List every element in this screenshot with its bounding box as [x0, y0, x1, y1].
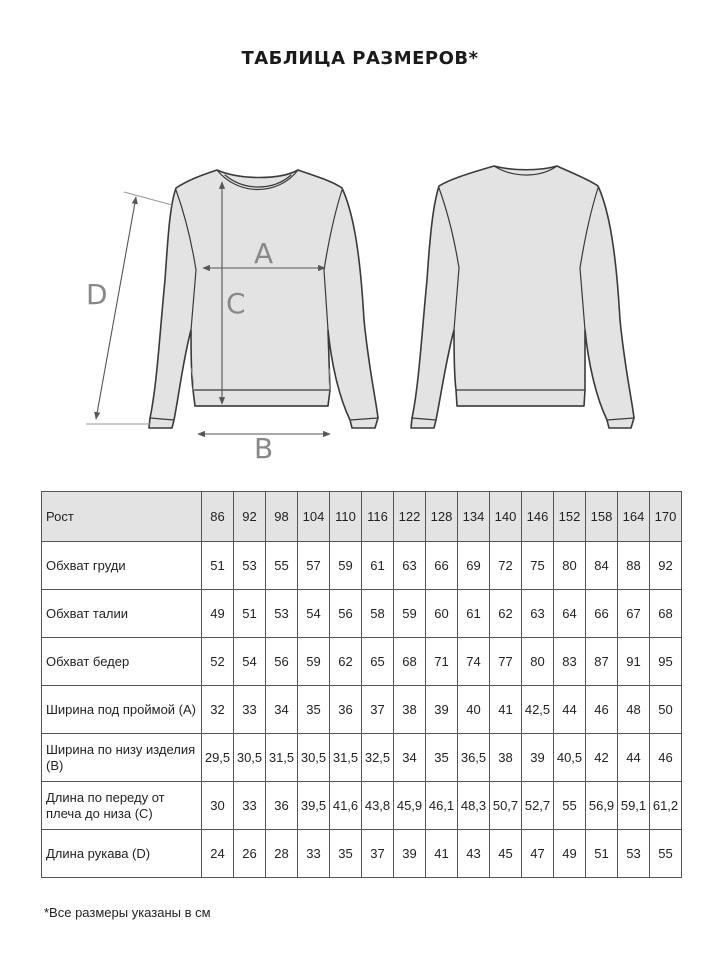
value-cell: 59 — [330, 542, 362, 590]
value-cell: 77 — [490, 638, 522, 686]
value-cell: 53 — [266, 590, 298, 638]
value-cell: 61,2 — [650, 782, 682, 830]
value-cell: 53 — [618, 830, 650, 878]
table-row — [42, 638, 682, 686]
value-cell: 37 — [362, 686, 394, 734]
value-cell: 91 — [618, 638, 650, 686]
value-cell: 38 — [490, 734, 522, 782]
value-cell: 46,1 — [426, 782, 458, 830]
value-cell: 51 — [586, 830, 618, 878]
size-cell: 98 — [266, 492, 298, 542]
size-cell: 122 — [394, 492, 426, 542]
value-cell: 83 — [554, 638, 586, 686]
value-cell: 39 — [426, 686, 458, 734]
value-cell: 49 — [554, 830, 586, 878]
value-cell: 66 — [586, 590, 618, 638]
value-cell: 46 — [586, 686, 618, 734]
value-cell: 40 — [458, 686, 490, 734]
size-table — [41, 491, 682, 878]
value-cell: 80 — [554, 542, 586, 590]
table-row — [42, 686, 682, 734]
value-cell: 56,9 — [586, 782, 618, 830]
size-cell: 116 — [362, 492, 394, 542]
value-cell: 59,1 — [618, 782, 650, 830]
value-cell: 39 — [394, 830, 426, 878]
value-cell: 61 — [362, 542, 394, 590]
value-cell: 57 — [298, 542, 330, 590]
value-cell: 34 — [266, 686, 298, 734]
value-cell: 31,5 — [266, 734, 298, 782]
size-cell: 134 — [458, 492, 490, 542]
row-header-height: Рост — [42, 492, 202, 542]
front-body-shape — [149, 170, 378, 428]
value-cell: 64 — [554, 590, 586, 638]
value-cell: 58 — [362, 590, 394, 638]
value-cell: 49 — [202, 590, 234, 638]
value-cell: 30,5 — [298, 734, 330, 782]
value-cell: 37 — [362, 830, 394, 878]
value-cell: 80 — [522, 638, 554, 686]
value-cell: 33 — [298, 830, 330, 878]
value-cell: 75 — [522, 542, 554, 590]
value-cell: 36,5 — [458, 734, 490, 782]
value-cell: 62 — [490, 590, 522, 638]
size-cell: 86 — [202, 492, 234, 542]
table-header-row — [42, 492, 682, 542]
value-cell: 92 — [650, 542, 682, 590]
value-cell: 68 — [394, 638, 426, 686]
row-label: Ширина по низу изделия (В) — [42, 734, 202, 782]
letter-d: D — [86, 278, 108, 311]
value-cell: 54 — [298, 590, 330, 638]
value-cell: 59 — [394, 590, 426, 638]
value-cell: 84 — [586, 542, 618, 590]
value-cell: 24 — [202, 830, 234, 878]
value-cell: 30 — [202, 782, 234, 830]
letter-a: A — [254, 237, 274, 270]
value-cell: 48 — [618, 686, 650, 734]
size-cell: 140 — [490, 492, 522, 542]
value-cell: 32 — [202, 686, 234, 734]
page-title: ТАБЛИЦА РАЗМЕРОВ* — [241, 48, 479, 69]
measure-guide-d-top — [124, 192, 172, 205]
table-row — [42, 590, 682, 638]
value-cell: 60 — [426, 590, 458, 638]
back-sweatshirt-drawing — [411, 166, 634, 428]
value-cell: 34 — [394, 734, 426, 782]
value-cell: 41,6 — [330, 782, 362, 830]
size-cell: 170 — [650, 492, 682, 542]
value-cell: 30,5 — [234, 734, 266, 782]
value-cell: 42 — [586, 734, 618, 782]
sweatshirt-illustration — [0, 150, 720, 470]
value-cell: 33 — [234, 686, 266, 734]
value-cell: 32,5 — [362, 734, 394, 782]
value-cell: 63 — [522, 590, 554, 638]
size-cell: 158 — [586, 492, 618, 542]
value-cell: 65 — [362, 638, 394, 686]
value-cell: 72 — [490, 542, 522, 590]
value-cell: 39 — [522, 734, 554, 782]
row-label: Обхват груди — [42, 542, 202, 590]
size-cell: 92 — [234, 492, 266, 542]
value-cell: 50,7 — [490, 782, 522, 830]
table-row — [42, 542, 682, 590]
value-cell: 47 — [522, 830, 554, 878]
row-label: Обхват бедер — [42, 638, 202, 686]
value-cell: 45 — [490, 830, 522, 878]
value-cell: 42,5 — [522, 686, 554, 734]
table-row — [42, 782, 682, 830]
value-cell: 62 — [330, 638, 362, 686]
table-row — [42, 830, 682, 878]
value-cell: 35 — [298, 686, 330, 734]
value-cell: 38 — [394, 686, 426, 734]
row-label: Обхват талии — [42, 590, 202, 638]
value-cell: 50 — [650, 686, 682, 734]
table-row — [42, 734, 682, 782]
value-cell: 56 — [330, 590, 362, 638]
value-cell: 52 — [202, 638, 234, 686]
size-cell: 152 — [554, 492, 586, 542]
value-cell: 61 — [458, 590, 490, 638]
value-cell: 44 — [554, 686, 586, 734]
footnote: *Все размеры указаны в см — [44, 905, 211, 920]
row-label: Длина рукава (D) — [42, 830, 202, 878]
value-cell: 55 — [650, 830, 682, 878]
value-cell: 43,8 — [362, 782, 394, 830]
value-cell: 51 — [234, 590, 266, 638]
value-cell: 35 — [330, 830, 362, 878]
value-cell: 41 — [490, 686, 522, 734]
letter-c: C — [226, 287, 246, 320]
value-cell: 28 — [266, 830, 298, 878]
value-cell: 69 — [458, 542, 490, 590]
value-cell: 29,5 — [202, 734, 234, 782]
value-cell: 66 — [426, 542, 458, 590]
value-cell: 43 — [458, 830, 490, 878]
value-cell: 36 — [330, 686, 362, 734]
value-cell: 56 — [266, 638, 298, 686]
value-cell: 55 — [554, 782, 586, 830]
size-cell: 146 — [522, 492, 554, 542]
front-sweatshirt-drawing — [149, 170, 378, 428]
value-cell: 54 — [234, 638, 266, 686]
value-cell: 45,9 — [394, 782, 426, 830]
value-cell: 95 — [650, 638, 682, 686]
value-cell: 46 — [650, 734, 682, 782]
value-cell: 52,7 — [522, 782, 554, 830]
value-cell: 33 — [234, 782, 266, 830]
size-cell: 110 — [330, 492, 362, 542]
value-cell: 41 — [426, 830, 458, 878]
value-cell: 68 — [650, 590, 682, 638]
value-cell: 26 — [234, 830, 266, 878]
value-cell: 59 — [298, 638, 330, 686]
size-cell: 128 — [426, 492, 458, 542]
value-cell: 71 — [426, 638, 458, 686]
value-cell: 51 — [202, 542, 234, 590]
value-cell: 36 — [266, 782, 298, 830]
value-cell: 87 — [586, 638, 618, 686]
letter-b: B — [254, 432, 274, 465]
value-cell: 67 — [618, 590, 650, 638]
value-cell: 40,5 — [554, 734, 586, 782]
value-cell: 74 — [458, 638, 490, 686]
value-cell: 53 — [234, 542, 266, 590]
value-cell: 63 — [394, 542, 426, 590]
value-cell: 39,5 — [298, 782, 330, 830]
size-cell: 104 — [298, 492, 330, 542]
row-label: Длина по переду от плеча до низа (С) — [42, 782, 202, 830]
value-cell: 35 — [426, 734, 458, 782]
value-cell: 88 — [618, 542, 650, 590]
value-cell: 55 — [266, 542, 298, 590]
value-cell: 48,3 — [458, 782, 490, 830]
value-cell: 44 — [618, 734, 650, 782]
value-cell: 31,5 — [330, 734, 362, 782]
size-cell: 164 — [618, 492, 650, 542]
row-label: Ширина под проймой (А) — [42, 686, 202, 734]
